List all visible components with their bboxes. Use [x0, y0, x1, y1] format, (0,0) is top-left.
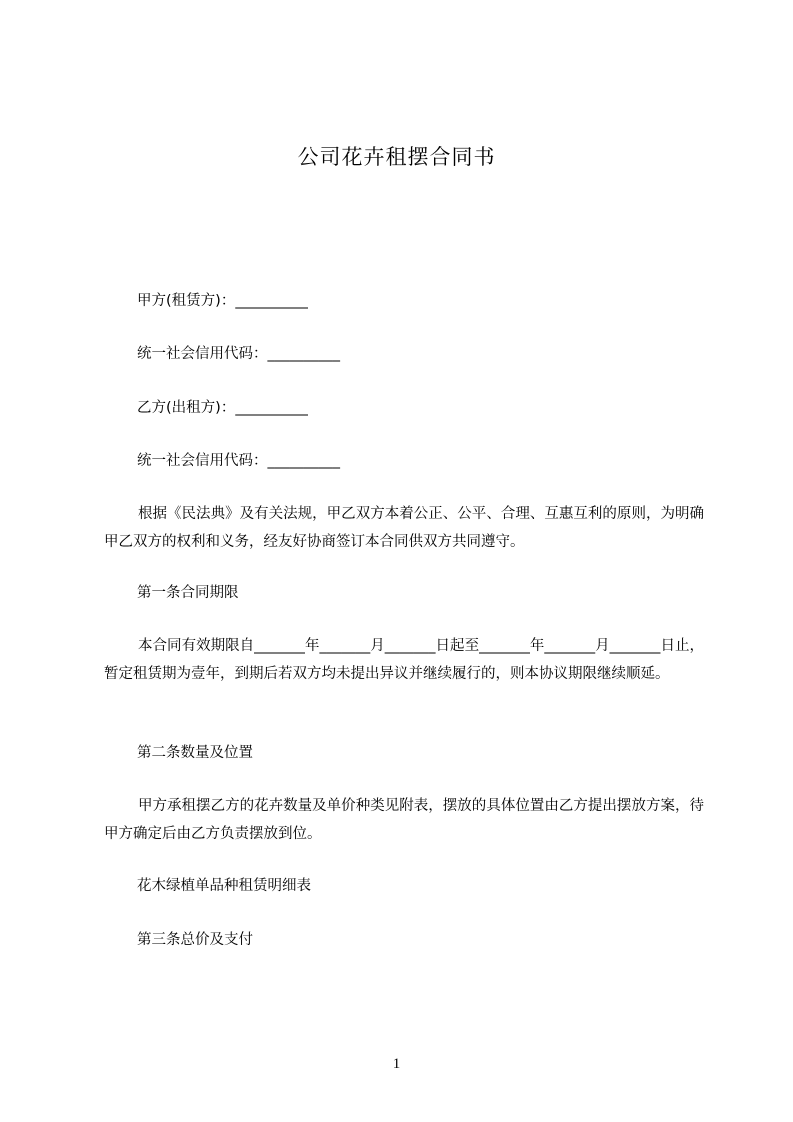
article-3-heading: 第三条总价及支付	[137, 932, 253, 948]
article-2-paragraph: 甲方承租摆乙方的花卉数量及单价种类见附表，摆放的具体位置由乙方提出摆放方案，待甲方确定后由乙方负责摆放到位。	[104, 798, 704, 842]
party-b-line: 乙方(出租方)：__________	[137, 400, 308, 416]
document-title: 公司花卉租摆合同书	[297, 145, 496, 169]
page-number: 1	[392, 1056, 401, 1072]
article-2-heading: 第二条数量及位置	[137, 745, 253, 761]
article-1-heading: 第一条合同期限	[137, 585, 239, 601]
preamble-paragraph: 根据《民法典》及有关法规，甲乙双方本着公正、公平、合理、互惠互利的原则，为明确甲乙双方的权利和义务，经友好协商签订本合同供双方共同遵守。	[104, 506, 704, 550]
party-a-credit-code-line: 统一社会信用代码：__________	[137, 346, 340, 362]
party-a-line: 甲方(租赁方)：__________	[137, 293, 308, 309]
article-1-paragraph: 本合同有效期限自_______年_______月_______日起至_______年_______月_______日止，暂定租赁期为壹年，到期后若双方均未提出异议并继续履行的，则本协议期限继续顺延。	[104, 638, 704, 682]
party-b-credit-code-line: 统一社会信用代码：__________	[137, 453, 340, 469]
table-caption: 花木绿植单品种租赁明细表	[137, 878, 311, 894]
